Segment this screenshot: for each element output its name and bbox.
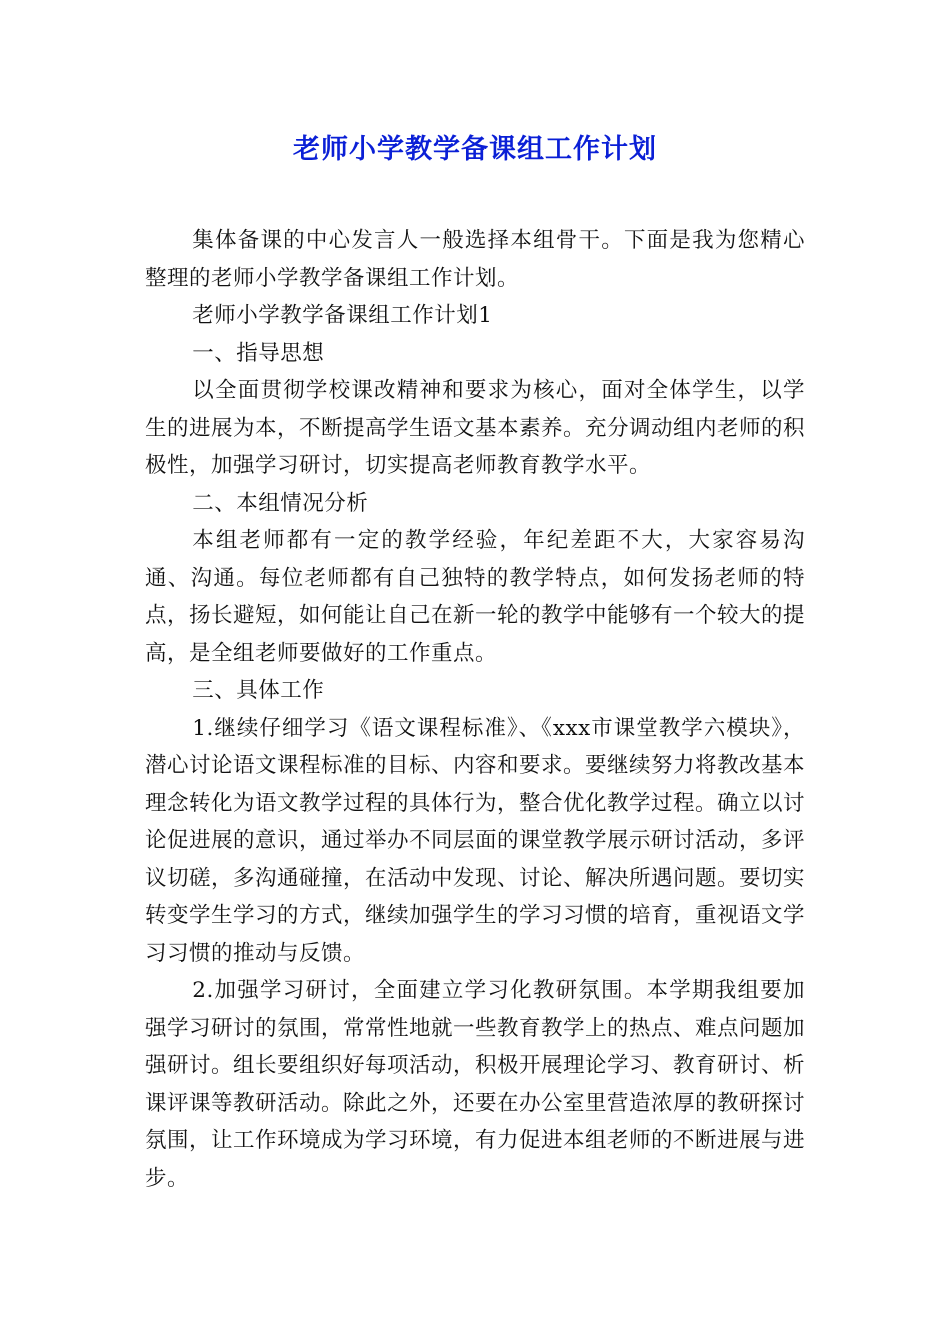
heading-specific-work: 三、具体工作 xyxy=(192,678,325,703)
paragraph-intro: 集体备课的中心发言人一般选择本组骨干。下面是我为您精心整理的老师小学教学备课组工作计划。 xyxy=(145,228,805,291)
paragraph-guiding-thought: 以全面贯彻学校课改精神和要求为核心，面对全体学生，以学生的进展为本，不断提高学生语文基本素养。充分调动组内老师的积极性，加强学习研讨，切实提高老师教育教学水平。 xyxy=(145,378,806,478)
document-title: 老师小学教学备课组工作计划 xyxy=(293,134,657,165)
heading-guiding-thought: 一、指导思想 xyxy=(192,340,325,366)
paragraph-work-item-2: 2.加强学习研讨，全面建立学习化教研氛围。本学期我组要加强学习研讨的氛围，常常性地就一些教育教学上的热点、难点问题加强研讨。组长要组织好每项活动，积极开展理论学习、教育研讨、析课评课等教研活动。除此之外，还要在办公室里营造浓厚的教研探讨氛围，让工作环境成为学习环境，有力促进本组老师的不断进展与进步。 xyxy=(145,978,806,1191)
paragraph-work-item-1: 1.继续仔细学习《语文课程标准》、《xxx市课堂教学六模块》，潜心讨论语文课程标准的目标、内容和要求。要继续努力将教改基本理念转化为语文教学过程的具体行为，整合优化教学过程。确立以讨论促进展的意识，通过举办不同层面的课堂教学展示研讨活动，多评议切磋，多沟通碰撞，在活动中发现、讨论、解决所遇问题。要切实转变学生学习的方式，继续加强学生的学习习惯的培育，重视语文学习习惯的推动与反馈。 xyxy=(145,715,806,966)
section-title-plan-1: 老师小学教学备课组工作计划1 xyxy=(192,303,493,328)
document-body xyxy=(145,222,805,1197)
paragraph-group-analysis: 本组老师都有一定的教学经验，年纪差距不大，大家容易沟通、沟通。每位老师都有自己独特的教学特点，如何发扬老师的特点，扬长避短，如何能让自己在新一轮的教学中能够有一个较大的提高，是全组老师要做好的工作重点。 xyxy=(145,528,806,666)
heading-group-analysis: 二、本组情况分析 xyxy=(192,490,369,516)
